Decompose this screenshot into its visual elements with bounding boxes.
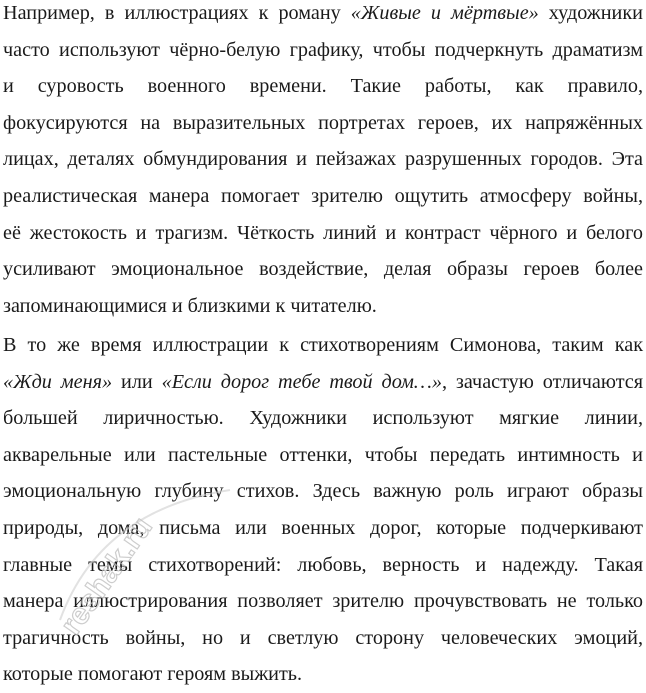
text-line: главные темы стихотворений: любовь, верность и надежду. Такая: [3, 553, 643, 576]
text-line: лицах, деталях обмундирования и пейзажах разрушенных городов. Эта: [3, 148, 643, 171]
novel-title: «Живые и мёртвые»: [350, 2, 539, 24]
poem-title: «Жди меня»: [3, 370, 113, 393]
text-line: акварельные или пастельные оттенки, чтобы передать интимность и: [3, 443, 643, 466]
text-run: или: [112, 370, 162, 393]
text-line: усиливают эмоциональное воздействие, делая образы героев более: [3, 258, 643, 281]
poem-title: «Если дорог тебе твой дом…»: [161, 370, 442, 393]
text-line: манера иллюстрирования позволяет зрителю прочувствовать не только: [3, 590, 643, 613]
text-line: и суровость военного времени. Такие работы, как правило,: [3, 75, 643, 98]
text-line: фокусируются на выразительных портретах героев, их напряжённых: [3, 111, 643, 134]
text-line: природы, дома, письма или военных дорог, которые подчеркивают: [3, 516, 643, 539]
text-line: часто используют чёрно-белую графику, чтобы подчеркнуть драматизм: [3, 38, 643, 61]
watermark-text: reshak.ru: [54, 511, 159, 641]
text-line: эмоциональную глубину стихов. Здесь важную роль играют образы: [3, 480, 643, 503]
paragraph-1: [3, 0, 643, 324]
text-line: её жестокость и трагизм. Чёткость линий и контраст чёрного и белого: [3, 221, 643, 244]
text-line: [3, 364, 643, 401]
text-line: которые помогают героям выжить.: [3, 663, 303, 686]
text-run: , зачастую отличаются: [441, 370, 644, 393]
text-line: [3, 0, 643, 32]
text-line: В то же время иллюстрации к стихотворениям Симонова, таким как: [3, 334, 643, 356]
text-line: запоминающимися и близкими к читателю.: [3, 294, 377, 317]
text-line: трагичность войны, но и светлую сторону человеческих эмоций,: [3, 626, 643, 649]
text-line: большей лиричностью. Художники используют мягкие линии,: [3, 407, 643, 430]
text-line: реалистическая манера помогает зрителю ощутить атмосферу войны,: [3, 184, 643, 207]
text-run: художники: [538, 2, 643, 24]
paragraph-2: [3, 327, 643, 693]
text-run: Например, в иллюстрациях к роману: [3, 2, 351, 24]
